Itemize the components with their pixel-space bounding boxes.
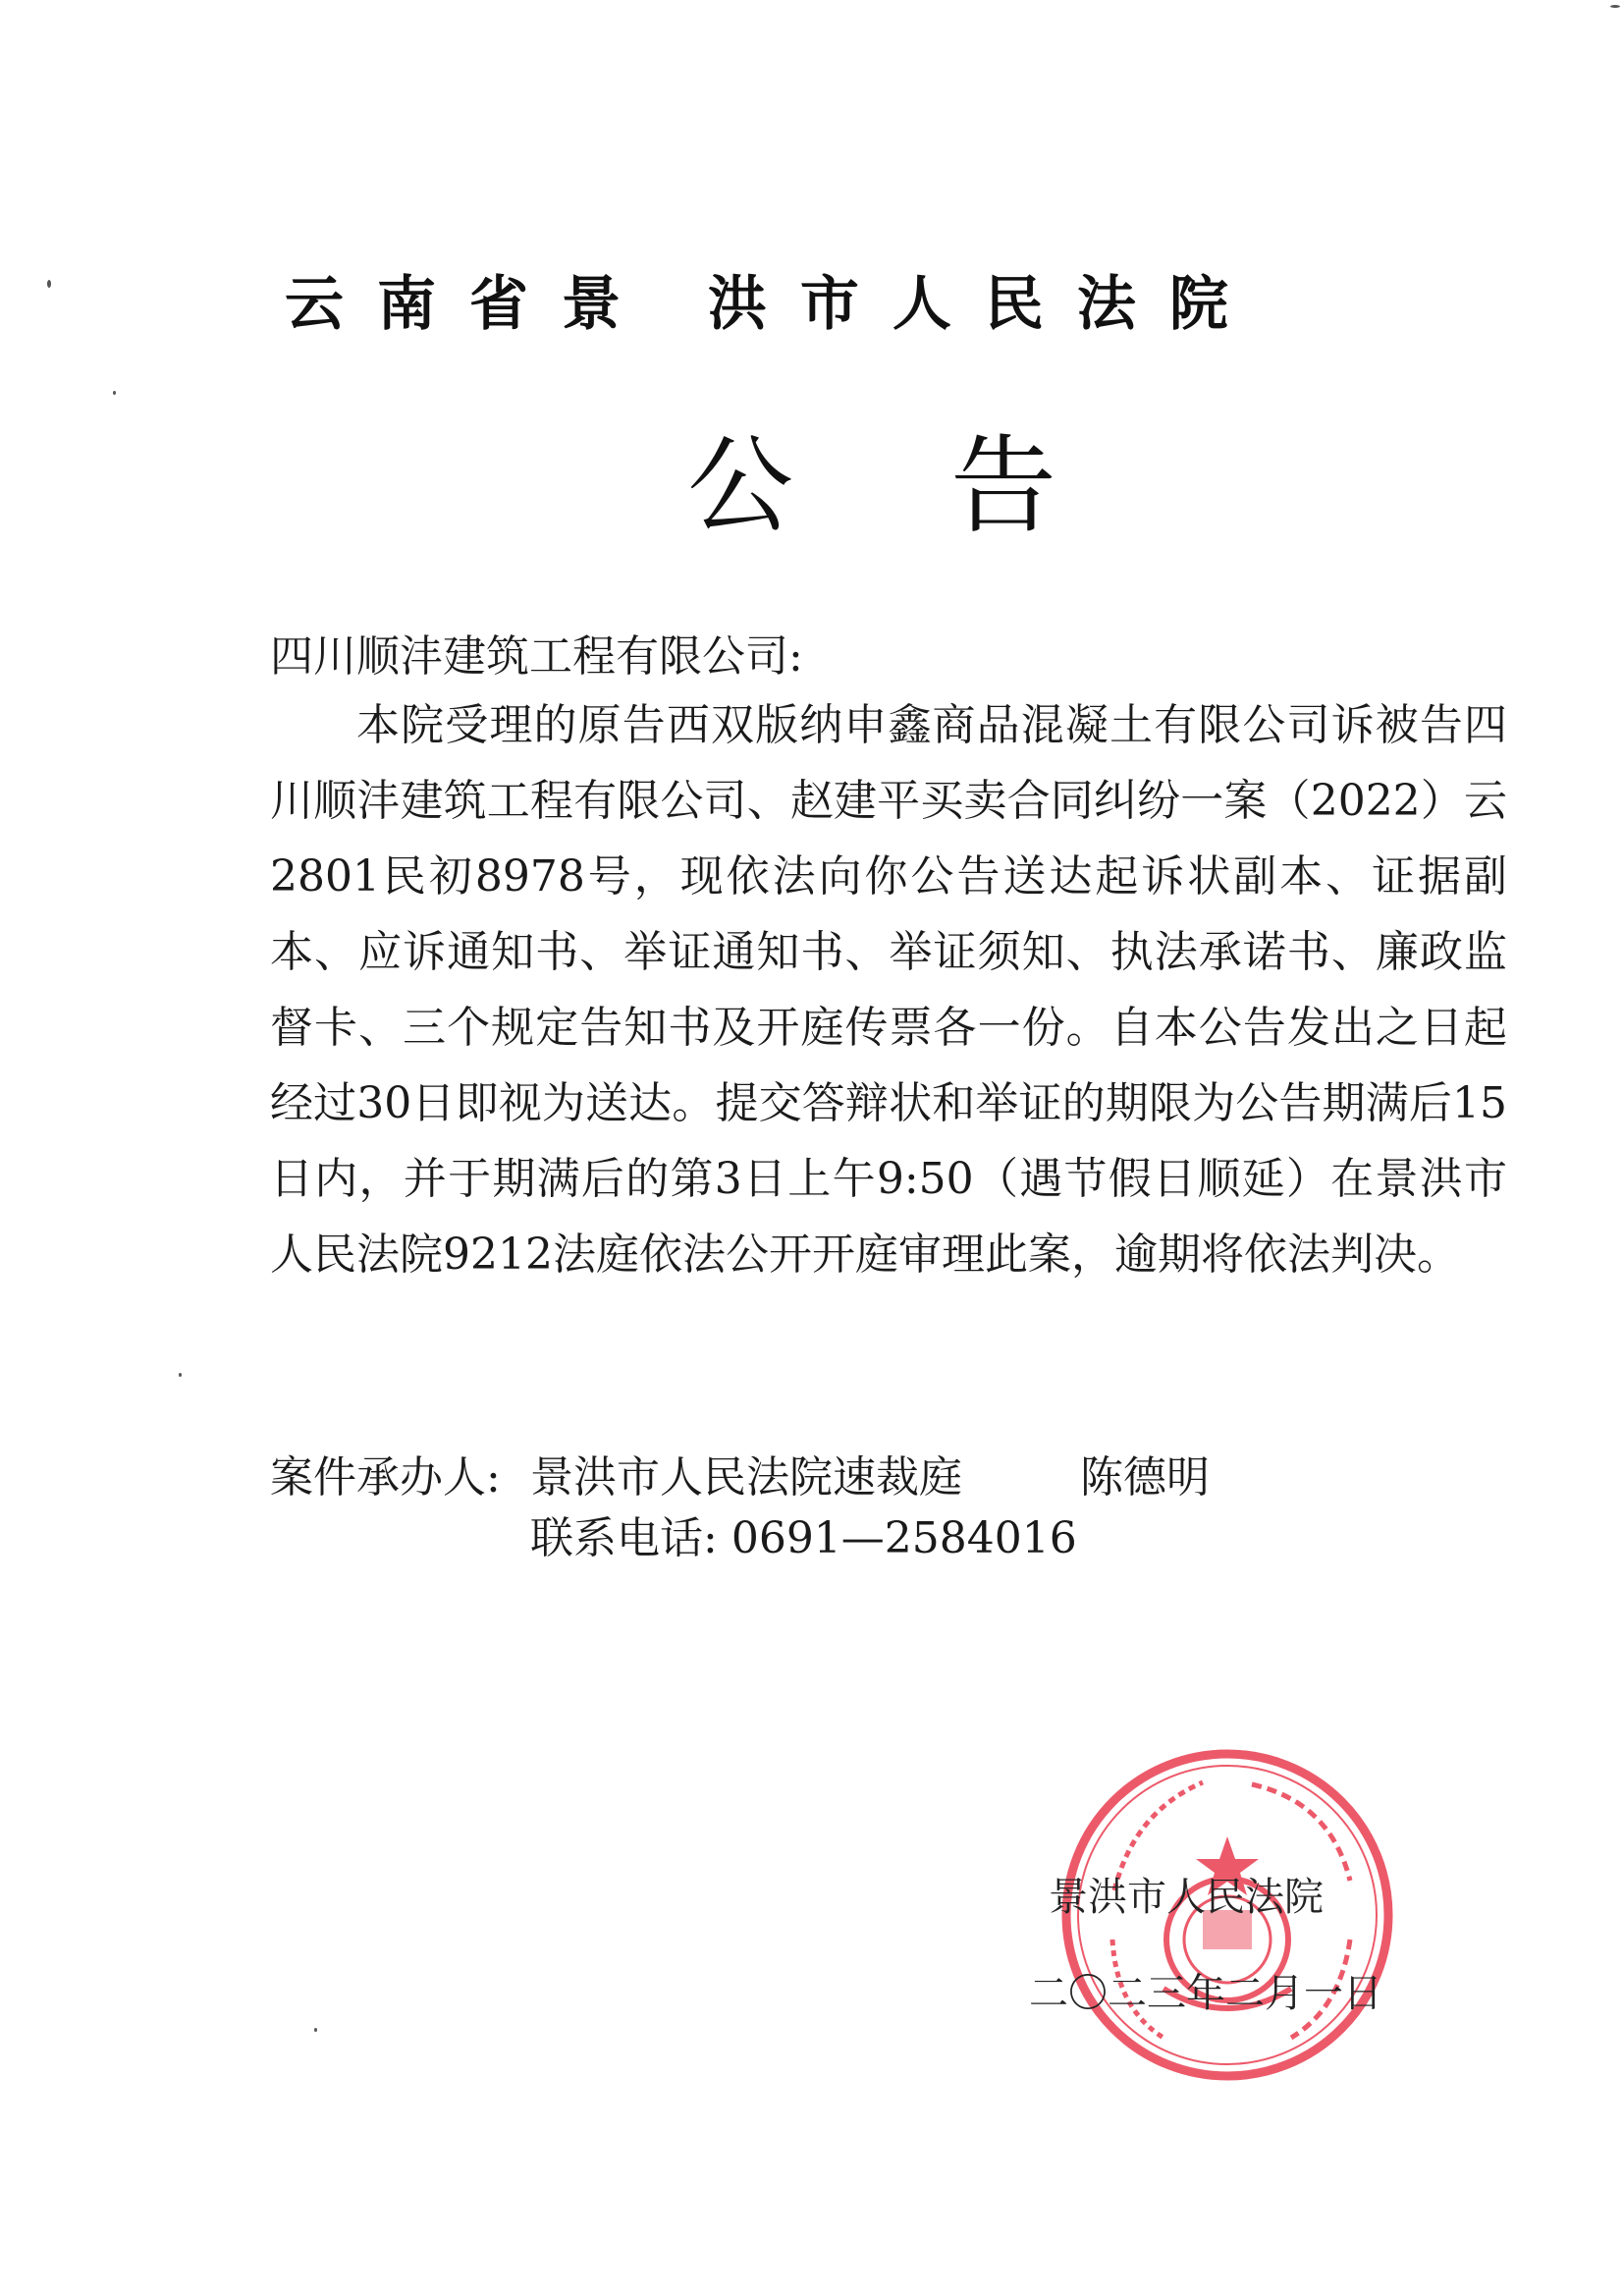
phone-label: 联系电话: <box>530 1513 718 1563</box>
notice-title: 公告 <box>687 425 1215 548</box>
signing-court-name: 景洪市人民法院 <box>1049 1875 1324 1920</box>
scan-speck <box>179 1373 182 1377</box>
scan-speck <box>1610 5 1620 8</box>
handler-label: 案件承办人: <box>270 1452 501 1503</box>
phone-number: 0691—2584016 <box>730 1513 1077 1563</box>
addressee-line: 四川顺沣建筑工程有限公司: <box>270 631 803 682</box>
notice-body-paragraph: 本院受理的原告西双版纳申鑫商品混凝土有限公司诉被告四川顺沣建筑工程有限公司、赵建平买卖合同纠纷一案（2022）云2801民初8978号，现依法向你公告送达起诉状副本、证据副本、应诉通知书、举证通知书、举证须知、执法承诺书、廉政监督卡、三个规定告知书及开庭传票各一份。自本公告发出之日起经过30日即视为送达。提交答辩状和举证的期限为公告期满后15日内，并于期满后的第3日上午9:50（遇节假日顺延）在景洪市人民法院9212法庭依法公开开庭审理此案，逾期将依法判决。 <box>270 700 1507 1280</box>
handler-org: 景洪市人民法院速裁庭 <box>530 1452 962 1503</box>
case-handler-line <box>270 1442 1210 1504</box>
scan-speck <box>113 391 116 395</box>
court-name-heading: 云南省景 洪市人民法院 <box>285 270 1262 339</box>
contact-phone-line <box>530 1503 1077 1565</box>
scan-speck <box>314 2028 317 2032</box>
notice-date: 二〇二三年二月一日 <box>1029 1971 1382 2016</box>
scan-speck <box>47 280 51 288</box>
handler-name: 陈德明 <box>1080 1452 1210 1503</box>
